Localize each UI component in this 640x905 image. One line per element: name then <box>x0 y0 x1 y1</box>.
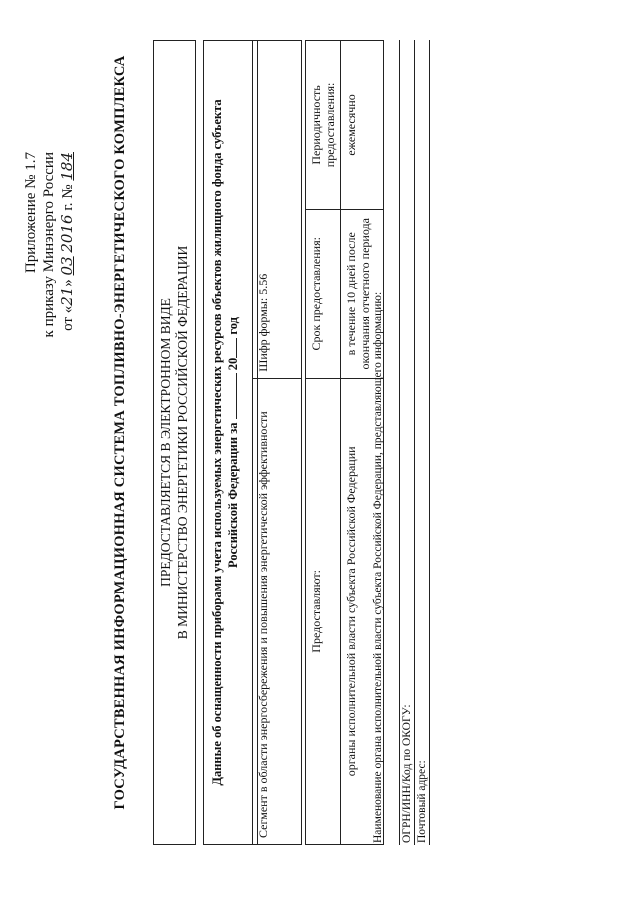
segment-label: Сегмент в области энергосбережения и повышения энергетической эффективности <box>253 378 302 844</box>
appendix-note <box>22 152 77 382</box>
appendix-order-ref: к приказу Минэнерго России <box>41 152 57 338</box>
year-blank[interactable] <box>225 338 237 358</box>
reporting-organ-name-field[interactable] <box>385 40 400 845</box>
appendix-number: Приложение № 1.7 <box>23 152 39 274</box>
handwritten-year: 2016 <box>58 214 76 253</box>
frequency-value: ежемесячно <box>341 41 384 210</box>
provider-header: Предоставляют: <box>306 378 341 844</box>
ogrn-inn-okogu-field[interactable]: ОГРН/ИНН/Код по ОКОГУ: <box>400 40 415 845</box>
gis-title: ГОСУДАРСТВЕННАЯ ИНФОРМАЦИОННАЯ СИСТЕМА ТОПЛИВНО-ЭНЕРГЕТИЧЕСКОГО КОМПЛЕКСА <box>112 55 128 810</box>
form-code: Шифр формы: 5.56 <box>253 41 302 379</box>
provider-value: органы исполнительной власти субъекта Российской Федерации <box>341 378 384 844</box>
deadline-header: Срок предоставления: <box>306 209 341 378</box>
postal-address-field[interactable]: Почтовый адрес: <box>415 40 430 845</box>
frequency-header: Периодичность предоставления: <box>306 41 341 210</box>
handwritten-day: 21 <box>58 286 76 306</box>
handwritten-order-number: 184 <box>58 152 76 181</box>
appendix-date-line: от «21» 03 2016 г. № 184 <box>58 152 76 331</box>
deadline-value: в течение 10 дней после окончания отчетного периода <box>341 209 384 378</box>
period-blank[interactable] <box>225 373 237 419</box>
form-title: Данные об оснащенности приборами учета используемых энергетических ресурсов объектов жилищного фонда субъекта Российской Федерации за 20 год <box>203 40 258 845</box>
segment-table <box>252 40 302 845</box>
handwritten-month: 03 <box>58 256 76 276</box>
reporting-organ-name-label: Наименование органа исполнительной власти субъекта Российской Федерации, представляющего информацию: <box>372 291 384 843</box>
submission-notice: ПРЕДОСТАВЛЯЕТСЯ В ЭЛЕКТРОННОМ ВИДЕ В МИНИСТЕРСТВО ЭНЕРГЕТИКИ РОССИЙСКОЙ ФЕДЕРАЦИИ <box>153 40 196 845</box>
